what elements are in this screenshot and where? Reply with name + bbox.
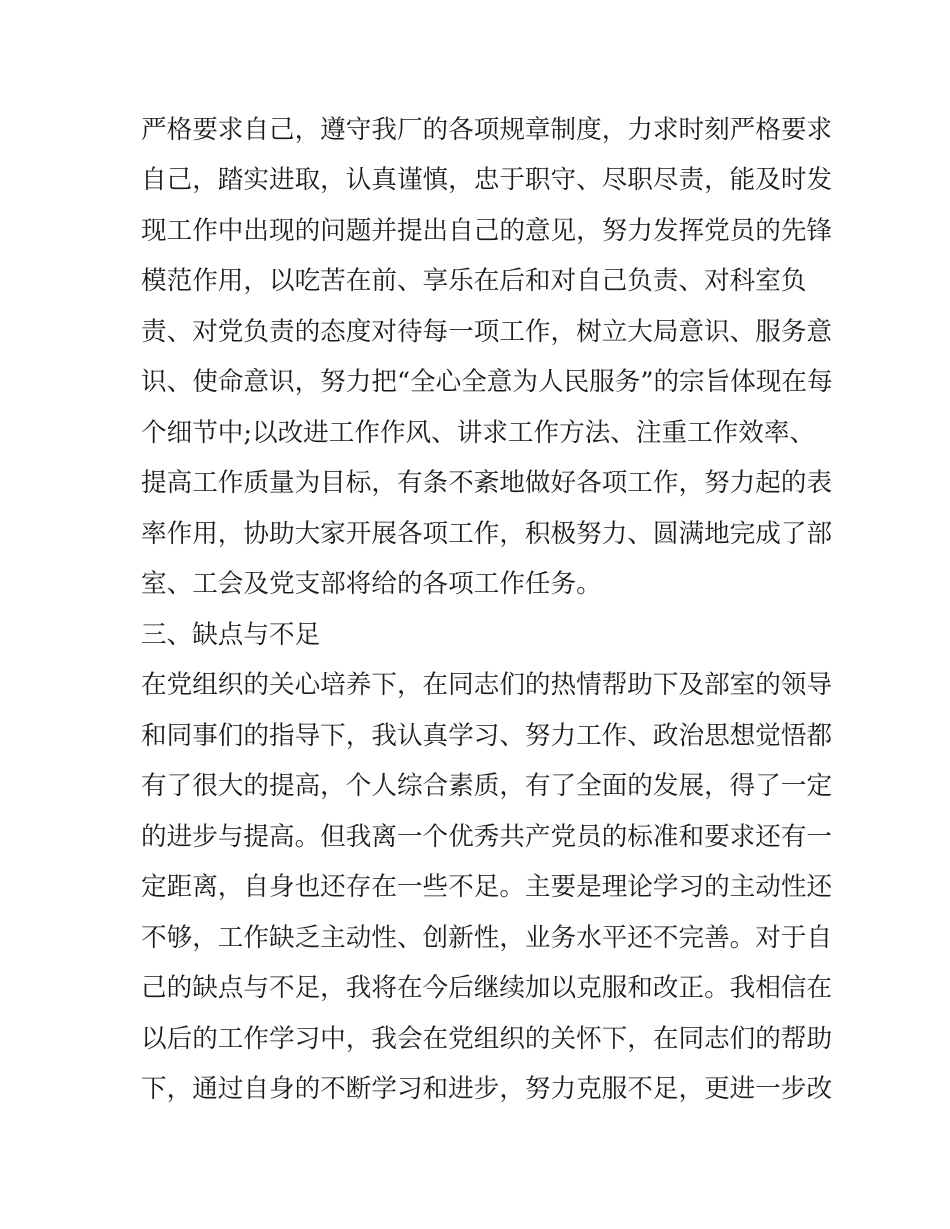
text-line: 率作用，协助大家开展各项工作，积极努力、圆满地完成了部 xyxy=(141,519,833,549)
text-line: 自己，踏实进取，认真谨慎，忠于职守、尽职尽责，能及时发 xyxy=(141,165,833,195)
text-line: 的进步与提高。但我离一个优秀共产党员的标准和要求还有一 xyxy=(141,822,833,852)
text-line: 责、对党负责的态度对待每一项工作，树立大局意识、服务意 xyxy=(141,317,833,347)
text-line: 严格要求自己，遵守我厂的各项规章制度，力求时刻严格要求 xyxy=(141,115,833,145)
text-line: 个细节中;以改进工作作风、讲求工作方法、注重工作效率、 xyxy=(141,418,816,448)
text-line: 以后的工作学习中，我会在党组织的关怀下，在同志们的帮助 xyxy=(141,1024,833,1054)
text-line: 己的缺点与不足，我将在今后继续加以克服和改正。我相信在 xyxy=(141,973,833,1003)
text-line: 在党组织的关心培养下，在同志们的热情帮助下及部室的领导 xyxy=(141,670,833,700)
text-line: 不够，工作缺乏主动性、创新性，业务水平还不完善。对于自 xyxy=(141,923,833,953)
text-line: 有了很大的提高，个人综合素质，有了全面的发展，得了一定 xyxy=(141,771,833,801)
text-line: 定距离，自身也还存在一些不足。主要是理论学习的主动性还 xyxy=(141,872,833,902)
text-line: 模范作用，以吃苦在前、享乐在后和对自己负责、对科室负 xyxy=(141,266,807,296)
text-line: 提高工作质量为目标，有条不紊地做好各项工作，努力起的表 xyxy=(141,468,833,498)
text-line: 室、工会及党支部将给的各项工作任务。 xyxy=(141,569,602,599)
text-line: 和同事们的指导下，我认真学习、努力工作、政治思想觉悟都 xyxy=(141,721,833,751)
text-line: 识、使命意识，努力把“全心全意为人民服务”的宗旨体现在每 xyxy=(141,367,833,397)
text-line: 现工作中出现的问题并提出自己的意见，努力发挥党员的先锋 xyxy=(141,216,833,246)
text-line: 下，通过自身的不断学习和进步，努力克服不足，更进一步改 xyxy=(141,1074,833,1104)
section-heading: 三、缺点与不足 xyxy=(141,620,321,650)
